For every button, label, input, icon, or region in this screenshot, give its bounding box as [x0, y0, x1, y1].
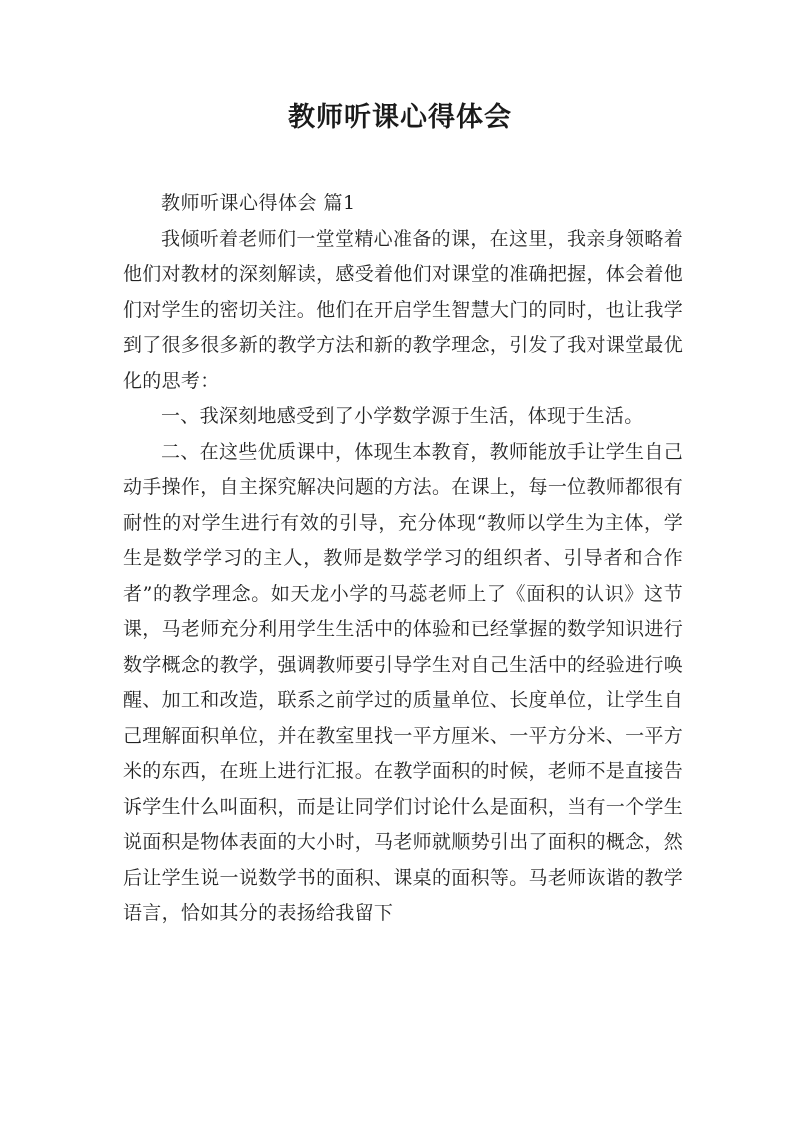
- section-heading: 教师听课心得体会 篇1: [161, 192, 356, 214]
- paragraph-point-one: 一、我深刻地感受到了小学数学源于生活，体现于生活。: [161, 405, 644, 427]
- document-body: [123, 186, 683, 932]
- paragraph-point-two: 二、在这些优质课中，体现生本教育，教师能放手让学生自己动手操作，自主探究解决问题的方法。在课上，每一位教师都很有耐性的对学生进行有效的引导，充分体现“教师以学生为主体，学生是数学学习的主人，教师是数学学习的组织者、引导者和合作者”的教学理念。如天龙小学的马蕊老师上了《面积的认识》这节课，马老师充分利用学生生活中的体验和已经掌握的数学知识进行数学概念的教学，强调教师要引导学生对自己生活中的经验进行唤醒、加工和改造，联系之前学过的质量单位、长度单位，让学生自己理解面积单位，并在教室里找一平方厘米、一平方分米、一平方米的东西，在班上进行汇报。在教学面积的时候，老师不是直接告诉学生什么叫面积，而是让同学们讨论什么是面积，当有一个学生说面积是物体表面的大小时，马老师就顺势引出了面积的概念，然后让学生说一说数学书的面积、课桌的面积等。马老师诙谐的教学语言，恰如其分的表扬给我留下: [123, 440, 683, 924]
- paragraph-intro: 我倾听着老师们一堂堂精心准备的课，在这里，我亲身领略着他们对教材的深刻解读，感受着他们对课堂的准确把握，体会着他们对学生的密切关注。他们在开启学生智慧大门的同时，也让我学到了很多很多新的教学方法和新的教学理念，引发了我对课堂最优化的思考：: [123, 227, 683, 392]
- document-title: 教师听课心得体会: [288, 102, 512, 133]
